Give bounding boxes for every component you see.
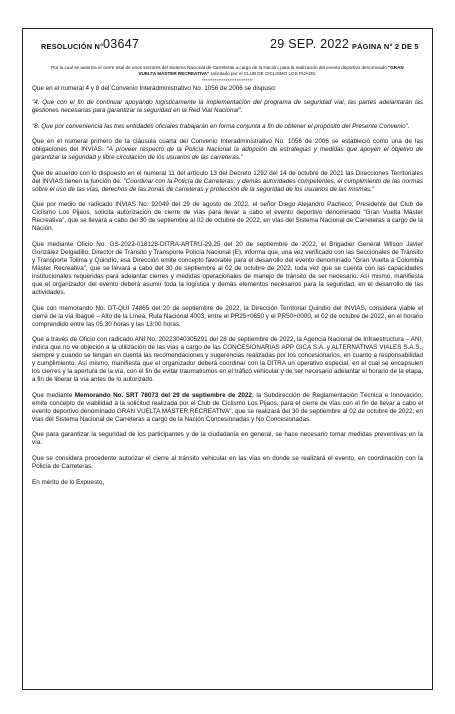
paragraph-10-memo: Memorando No. SRT 78073 del 29 de septiembre de 2022 bbox=[74, 391, 253, 399]
paragraph-1: Que en el numeral 4 y 8 del Convenio Interadministrativo No. 1056 de 2006 se dispuso: bbox=[32, 85, 277, 92]
paragraph-10-rest: , la Subdirección de Reglamentación Técnica e Innovación, emite concepto de viabilidad a la solicitud realizada por el Club de Ciclismo Los Pijaos, para el cierre de vías con el fin de llevar a cabo el evento deportivo denominado GRAN VUELTA MÁSTER RECREATIVA", que se realizará del 30 de septiembre al 02 de octubre de 2022, en vías del Sistema Nacional de Carreteras a cargo de la Nación Concesionadas y No Concesionadas. bbox=[32, 391, 423, 423]
paragraph-10-text: Que mediante bbox=[32, 391, 75, 399]
paragraph-11: Que para garantizar la seguridad de los participantes y de la ciudadanía en general, se hace necesario tomar medidas preventivas en la vía. bbox=[32, 431, 423, 447]
resolution-date: 29 SEP. 2022 bbox=[270, 37, 350, 51]
paragraph-4 bbox=[32, 138, 423, 162]
document-header bbox=[23, 29, 432, 63]
paragraph-6: Que por medio de radicado INVIAS No. 92049 del 29 de agosto de 2022, el señor Diego Alejandro Pacheco, Presidente del Club de Ciclismo Los Pijaos, solicita autorización de cierre de vías para llevar a cabo el evento deportivo denominado "Gran Vuelta Máster Recreativa", que se llevará a cabo del 30 de septiembre al 02 de octubre de 2022, en vías del Sistema Nacional de Carreteras a cargo de la Nación. bbox=[32, 201, 423, 233]
paragraph-4-text: Que en el numeral primero de la cláusula cuarta del Convenio Interadministrativo No. 1056 de 2006 se estableció como una de las obligaciones del INVIAS: bbox=[32, 138, 423, 154]
resolution-number: 03647 bbox=[103, 37, 140, 51]
resolution-label: RESOLUCIÓN N° bbox=[41, 42, 104, 51]
subtitle-text-1: Por la cual se autoriza el cierre total de unos sectores del Sistema Nacional de Carreteras a cargo de la Nación, para la realización del evento deportivo denominado bbox=[51, 65, 389, 70]
paragraph-9: Que a través de Oficio con radicado ANI No. 20223040305291 del 28 de septiembre de 2022, la Agencia Nacional de Infraestructura – ANI, indica que no ve objeción a la utilización de las vías a cargo de las CONCESIONARIAS APP GICA S.A. y ALTERNATIVAS VIALES S.A.S., siempre y cuando se tengan en cuenta las recomendaciones y sugerencias realizadas por los concesionarios, en cuanto a responsabilidad y cumplimiento. Así mismo, manifiesta que el organizador deberá coordinar con la DITRA un operativo especial, en el cual se encapsulen los cierres y la apertura de la vía, con el fin de evitar traumatismos en el tráfico vehicular y de ser necesario adelantar el horario de la etapa, a fin de liberar la vía antes de lo autorizado. bbox=[32, 336, 423, 384]
paragraph-4-quote: "A proveer respecto de la Policía Nacional la adopción de estrategias y medidas que apoyen el objetivo de garantizar la seguridad y libre circulación de los usuarios de las carreteras." bbox=[32, 146, 423, 162]
paragraph-7: Que mediante Oficio No. GS-2022-018128-DITRA-ARTRU-29.25 del 20 de septiembre de 2022, el Brigadier General Wilson Javier González Delgadillo, Director de Tránsito y Transporte Policía Nacional (E), informa que, una vez verificado con las Seccionales de Tránsito y Transporte Tolima y Quindío, esa Dirección emite concepto favorable para el desarrollo del evento denominado "Gran Vuelta a Colombia Máster Recreativa", que se llevará a cabo del 30 de septiembre al 02 de octubre de 2022, toda vez que se cuenta con las capacidades institucionales requeridas para adelantar cierres y medidas operacionales de manejo de tránsito de ser necesario. Así mismo, manifiesta que el organizador del evento deberá asumir toda la logística y demás elementos necesarios para la seguridad, en el desarrollo de las actividades. bbox=[32, 240, 423, 296]
paragraph-12: Que se considera procedente autorizar el cierre al tránsito vehicular en las vías en donde se realizará el evento, en coordinación con la Policía de Carreteras. bbox=[32, 454, 423, 470]
subtitle-event-name: "GRAN VUELTA MÁSTER RECREATIVA" bbox=[138, 65, 404, 76]
paragraph-2: "4. Que con el fin de continuar apoyando logísticamente la implementación del programa de seguridad vial, las partes adelantarán las gestiones necesarias para garantizar la seguridad en la Red Vial Nacional". bbox=[32, 99, 423, 114]
paragraph-8: Que con memorando No. DT-QUI 74865 del 20 de septiembre de 2022, la Dirección Territorial Quindío del INVIAS, considera viable el cierre de la vía Ibagué – Alto de la Línea, Ruta Nacional 4003, entre el PR25+0650 y el PR50+0000, el 02 de octubre de 2022, en el horario comprendido entre las 05:30 horas y las 13:00 horas. bbox=[32, 304, 423, 328]
document-page bbox=[22, 28, 433, 690]
paragraph-10 bbox=[32, 392, 423, 424]
paragraph-5-text: Que de acuerdo con lo dispuesto en el numeral 11 del artículo 13 del Decreto 1292 del 14 de octubre de 2021 las Direcciones Territoriales del INVIAS tienen la función de: bbox=[32, 169, 423, 185]
page-number-label: PÁGINA N° 2 DE 5 bbox=[352, 42, 419, 51]
subtitle-text-2: solicitado por el CLUB DE CICLISMO LOS PIJAOS. bbox=[209, 71, 317, 76]
paragraph-3: "8. Que por conveniencia las tres entidades oficiales trabajarán en forma conjunta a fin de obtener el propósito del Presente Convenio". bbox=[32, 122, 410, 130]
paragraph-5-quote: "Coordinar con la Policía de Carreteras, y demás autoridades competentes, el cumplimiento de las normas sobre el uso de las vías, derechos de las zonas de carreteras y protección de la seguridad de los usuarios de las mismas." bbox=[32, 177, 423, 193]
subtitle-separator: **************************** bbox=[201, 78, 254, 83]
document-body bbox=[32, 85, 423, 494]
resolution-subtitle bbox=[43, 65, 412, 77]
paragraph-13: En mérito de lo Expuesto, bbox=[32, 478, 105, 486]
paragraph-5 bbox=[32, 170, 423, 194]
